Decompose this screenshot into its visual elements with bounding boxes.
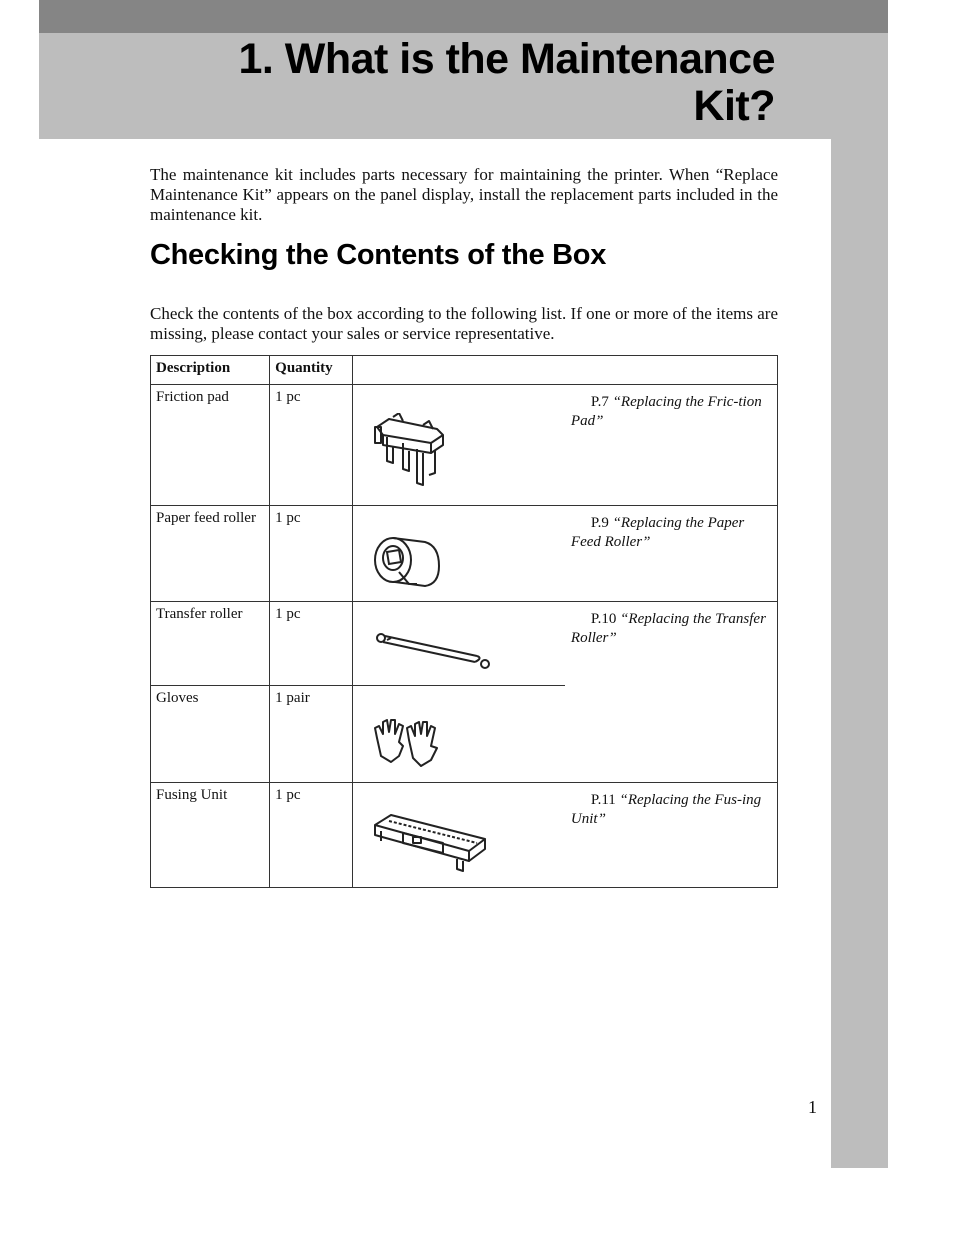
item-quantity: 1 pc bbox=[270, 385, 353, 506]
item-reference bbox=[565, 783, 778, 888]
contents-table bbox=[150, 355, 778, 888]
ref-page: P.7 bbox=[590, 394, 609, 410]
ref-title[interactable]: “Replacing the Paper Feed Roller” bbox=[570, 515, 745, 550]
item-description: Fusing Unit bbox=[151, 783, 270, 888]
ref-title[interactable]: “Replacing the Fus-ing Unit” bbox=[570, 792, 762, 827]
side-tab-strip bbox=[831, 139, 888, 1168]
item-description: Friction pad bbox=[151, 385, 270, 506]
item-description: Gloves bbox=[151, 686, 270, 783]
paper-feed-roller-illustration bbox=[373, 532, 443, 592]
item-description: Paper feed roller bbox=[151, 506, 270, 602]
item-quantity: 1 pair bbox=[270, 686, 353, 783]
item-quantity: 1 pc bbox=[270, 783, 353, 888]
item-description: Transfer roller bbox=[151, 602, 270, 686]
transfer-roller-illustration bbox=[373, 630, 493, 670]
item-reference bbox=[565, 602, 778, 783]
header-quantity: Quantity bbox=[270, 356, 353, 385]
item-reference bbox=[565, 385, 778, 506]
item-image-cell bbox=[352, 783, 565, 888]
item-image-cell bbox=[352, 506, 565, 602]
chapter-title: 1. What is the Maintenance Kit? bbox=[238, 35, 775, 130]
page-number: 1 bbox=[808, 1097, 817, 1117]
item-quantity: 1 pc bbox=[270, 506, 353, 602]
fusing-unit-illustration bbox=[373, 811, 488, 873]
table-row bbox=[151, 385, 778, 506]
ref-title[interactable]: “Replacing the Fric-tion Pad” bbox=[570, 394, 762, 429]
intro-paragraph: The maintenance kit includes parts necessary for maintaining the printer. When “Replace Maintenance Kit” appears on the panel display, install the replacement parts included in the maintenance kit. bbox=[150, 165, 778, 224]
gloves-illustration bbox=[373, 716, 443, 770]
section-paragraph: Check the contents of the box according to the following list. If one or more of the items are missing, please contact your sales or service representative. bbox=[150, 304, 778, 343]
ref-page: P.10 bbox=[590, 611, 617, 627]
ref-title[interactable]: “Replacing the Transfer Roller” bbox=[570, 611, 766, 646]
item-image-cell bbox=[352, 686, 565, 783]
item-image-cell bbox=[352, 602, 565, 686]
table-header-row bbox=[151, 356, 778, 385]
table-row bbox=[151, 602, 778, 686]
item-quantity: 1 pc bbox=[270, 602, 353, 686]
ref-page: P.11 bbox=[590, 792, 616, 808]
header-description: Description bbox=[151, 356, 270, 385]
friction-pad-illustration bbox=[373, 413, 453, 493]
header-blank bbox=[352, 356, 777, 385]
section-heading: Checking the Contents of the Box bbox=[150, 239, 607, 271]
item-reference bbox=[565, 506, 778, 602]
header-top-bar bbox=[39, 0, 888, 33]
table-row bbox=[151, 783, 778, 888]
table-row bbox=[151, 506, 778, 602]
ref-page: P.9 bbox=[590, 515, 609, 531]
item-image-cell bbox=[352, 385, 565, 506]
